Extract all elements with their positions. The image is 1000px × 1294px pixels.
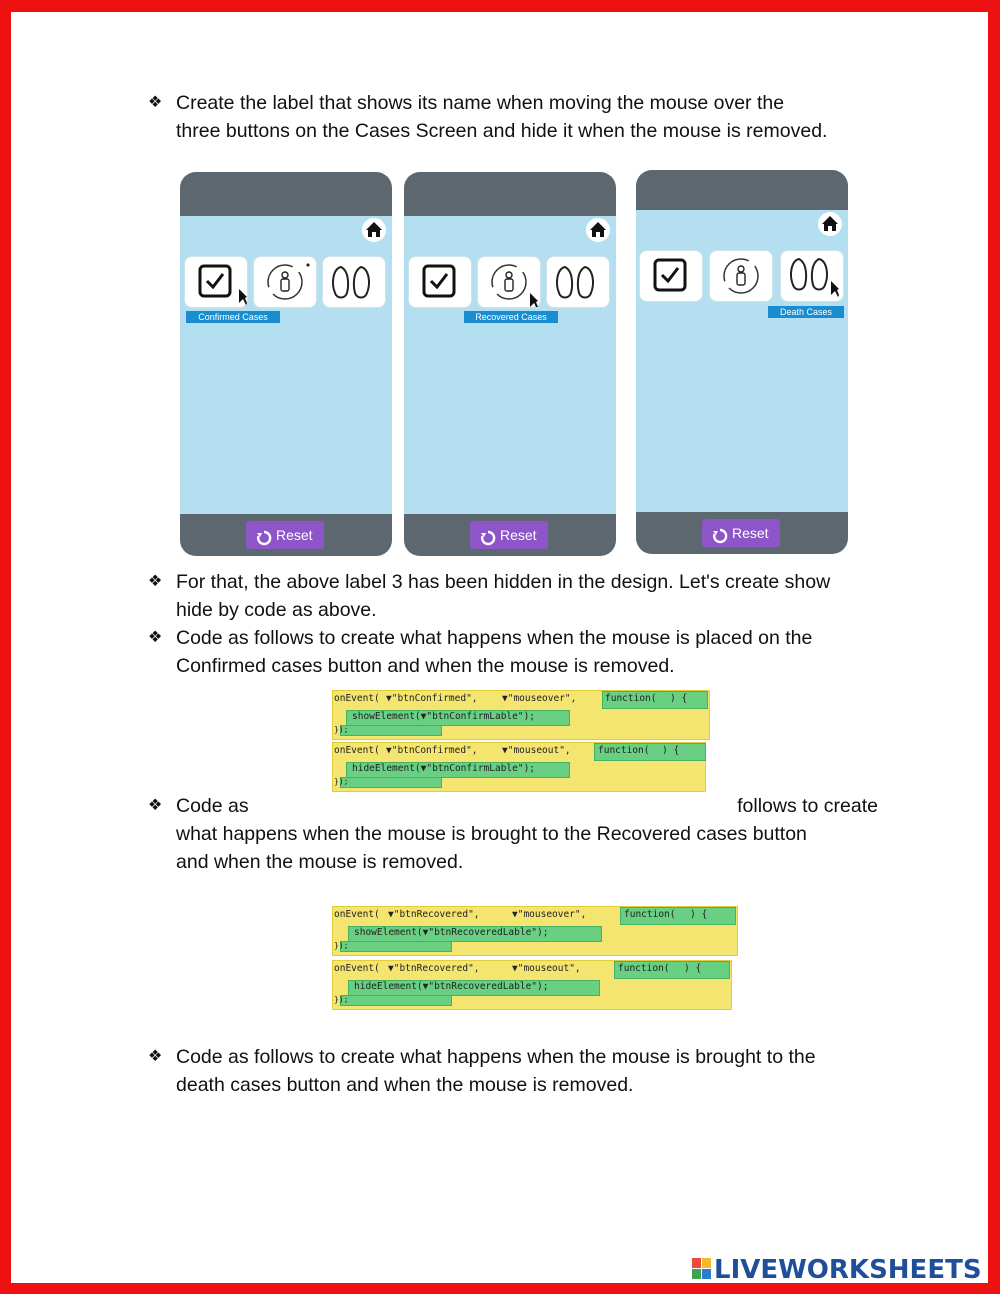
instruction-5-line-2: death cases button and when the mouse is removed.	[176, 1074, 634, 1096]
instruction-4-line-1-start: Code as	[176, 795, 249, 817]
code-line: });	[334, 777, 349, 786]
code-line: showElement(▼"btnRecoveredLable");	[354, 927, 549, 938]
instruction-4-line-2: what happens when the mouse is brought to the Recovered cases button	[176, 823, 807, 845]
code-line: });	[334, 995, 349, 1004]
function-body-block	[340, 941, 452, 952]
code-line: onEvent(	[334, 693, 380, 704]
home-icon[interactable]	[362, 218, 386, 242]
reset-icon	[256, 527, 272, 555]
reset-label: Reset	[500, 527, 537, 543]
screen-recovered	[404, 172, 616, 556]
function-body-block	[340, 725, 442, 736]
logo-text: LIVEWORKSHEETS	[714, 1255, 982, 1285]
code-line: });	[334, 941, 349, 950]
logo-mark-icon	[692, 1258, 712, 1280]
function-body-block	[340, 995, 452, 1006]
confirmed-cases-label: Confirmed Cases	[186, 311, 280, 323]
code-line: function(	[618, 963, 670, 974]
instruction-2-line-2: hide by code as above.	[176, 599, 377, 621]
code-line: ▼"mouseover",	[502, 693, 577, 704]
screen-death	[636, 170, 848, 554]
confirmed-button[interactable]	[639, 250, 703, 302]
reset-label: Reset	[276, 527, 313, 543]
instruction-3-line-2: Confirmed cases button and when the mouse is removed.	[176, 655, 675, 677]
code-line: ▼"btnRecovered",	[388, 963, 480, 974]
code-line: function(	[605, 693, 657, 704]
code-line: function(	[598, 745, 650, 756]
screen-confirmed	[180, 172, 392, 556]
code-block-recovered	[332, 904, 740, 1012]
code-line: onEvent(	[334, 909, 380, 920]
code-line: hideElement(▼"btnRecoveredLable");	[354, 981, 549, 992]
bullet-icon: ❖	[148, 797, 163, 814]
instruction-1	[148, 89, 888, 145]
code-line: ) {	[670, 693, 688, 704]
bullet-icon: ❖	[148, 94, 163, 111]
instruction-1-line-2: three buttons on the Cases Screen and hide it when the mouse is removed.	[176, 120, 828, 142]
recovered-button[interactable]	[477, 256, 541, 308]
instruction-5	[148, 1043, 888, 1099]
code-block-confirmed	[332, 688, 712, 794]
bullet-icon: ❖	[148, 573, 163, 590]
bullet-icon: ❖	[148, 1048, 163, 1065]
death-cases-label: Death Cases	[768, 306, 844, 318]
death-button[interactable]	[322, 256, 386, 308]
screen-top-bar	[180, 172, 392, 216]
code-line: ) {	[690, 909, 708, 920]
recovered-cases-label: Recovered Cases	[464, 311, 558, 323]
recovered-button[interactable]	[253, 256, 317, 308]
confirmed-button[interactable]	[408, 256, 472, 308]
screen-top-bar	[404, 172, 616, 216]
reset-icon	[480, 527, 496, 555]
reset-button[interactable]	[702, 519, 780, 547]
reset-label: Reset	[732, 525, 769, 541]
recovered-button[interactable]	[709, 250, 773, 302]
instruction-2-line-1: For that, the above label 3 has been hidden in the design. Let's create show	[176, 571, 831, 593]
reset-button[interactable]	[246, 521, 324, 549]
death-button[interactable]	[546, 256, 610, 308]
code-line: ▼"mouseout",	[512, 963, 581, 974]
code-line: showElement(▼"btnConfirmLable");	[352, 711, 536, 722]
home-icon[interactable]	[818, 212, 842, 236]
code-line: onEvent(	[334, 963, 380, 974]
reset-icon	[712, 525, 728, 553]
reset-button[interactable]	[470, 521, 548, 549]
instruction-4-line-1-end: follows to create	[737, 795, 878, 817]
home-icon[interactable]	[586, 218, 610, 242]
instruction-3	[148, 624, 888, 680]
instruction-2	[148, 568, 888, 624]
instruction-1-line-1: Create the label that shows its name when moving the mouse over the	[176, 92, 785, 114]
confirmed-button[interactable]	[184, 256, 248, 308]
instruction-4-line-3: and when the mouse is removed.	[176, 851, 464, 873]
code-line: ▼"btnRecovered",	[388, 909, 480, 920]
instruction-3-line-1: Code as follows to create what happens when the mouse is placed on the	[176, 627, 813, 649]
screen-top-bar	[636, 170, 848, 210]
code-line: hideElement(▼"btnConfirmLable");	[352, 763, 536, 774]
code-line: ▼"btnConfirmed",	[386, 693, 478, 704]
code-line: ) {	[662, 745, 680, 756]
code-line: });	[334, 725, 349, 734]
code-line: ) {	[684, 963, 702, 974]
code-line: function(	[624, 909, 676, 920]
code-line: ▼"btnConfirmed",	[386, 745, 478, 756]
code-line: ▼"mouseover",	[512, 909, 587, 920]
function-body-block	[340, 777, 442, 788]
instruction-4	[148, 792, 888, 876]
bullet-icon: ❖	[148, 629, 163, 646]
code-line: onEvent(	[334, 745, 380, 756]
death-button[interactable]	[780, 250, 844, 302]
instruction-5-line-1: Code as follows to create what happens when the mouse is brought to the	[176, 1046, 816, 1068]
code-line: ▼"mouseout",	[502, 745, 571, 756]
